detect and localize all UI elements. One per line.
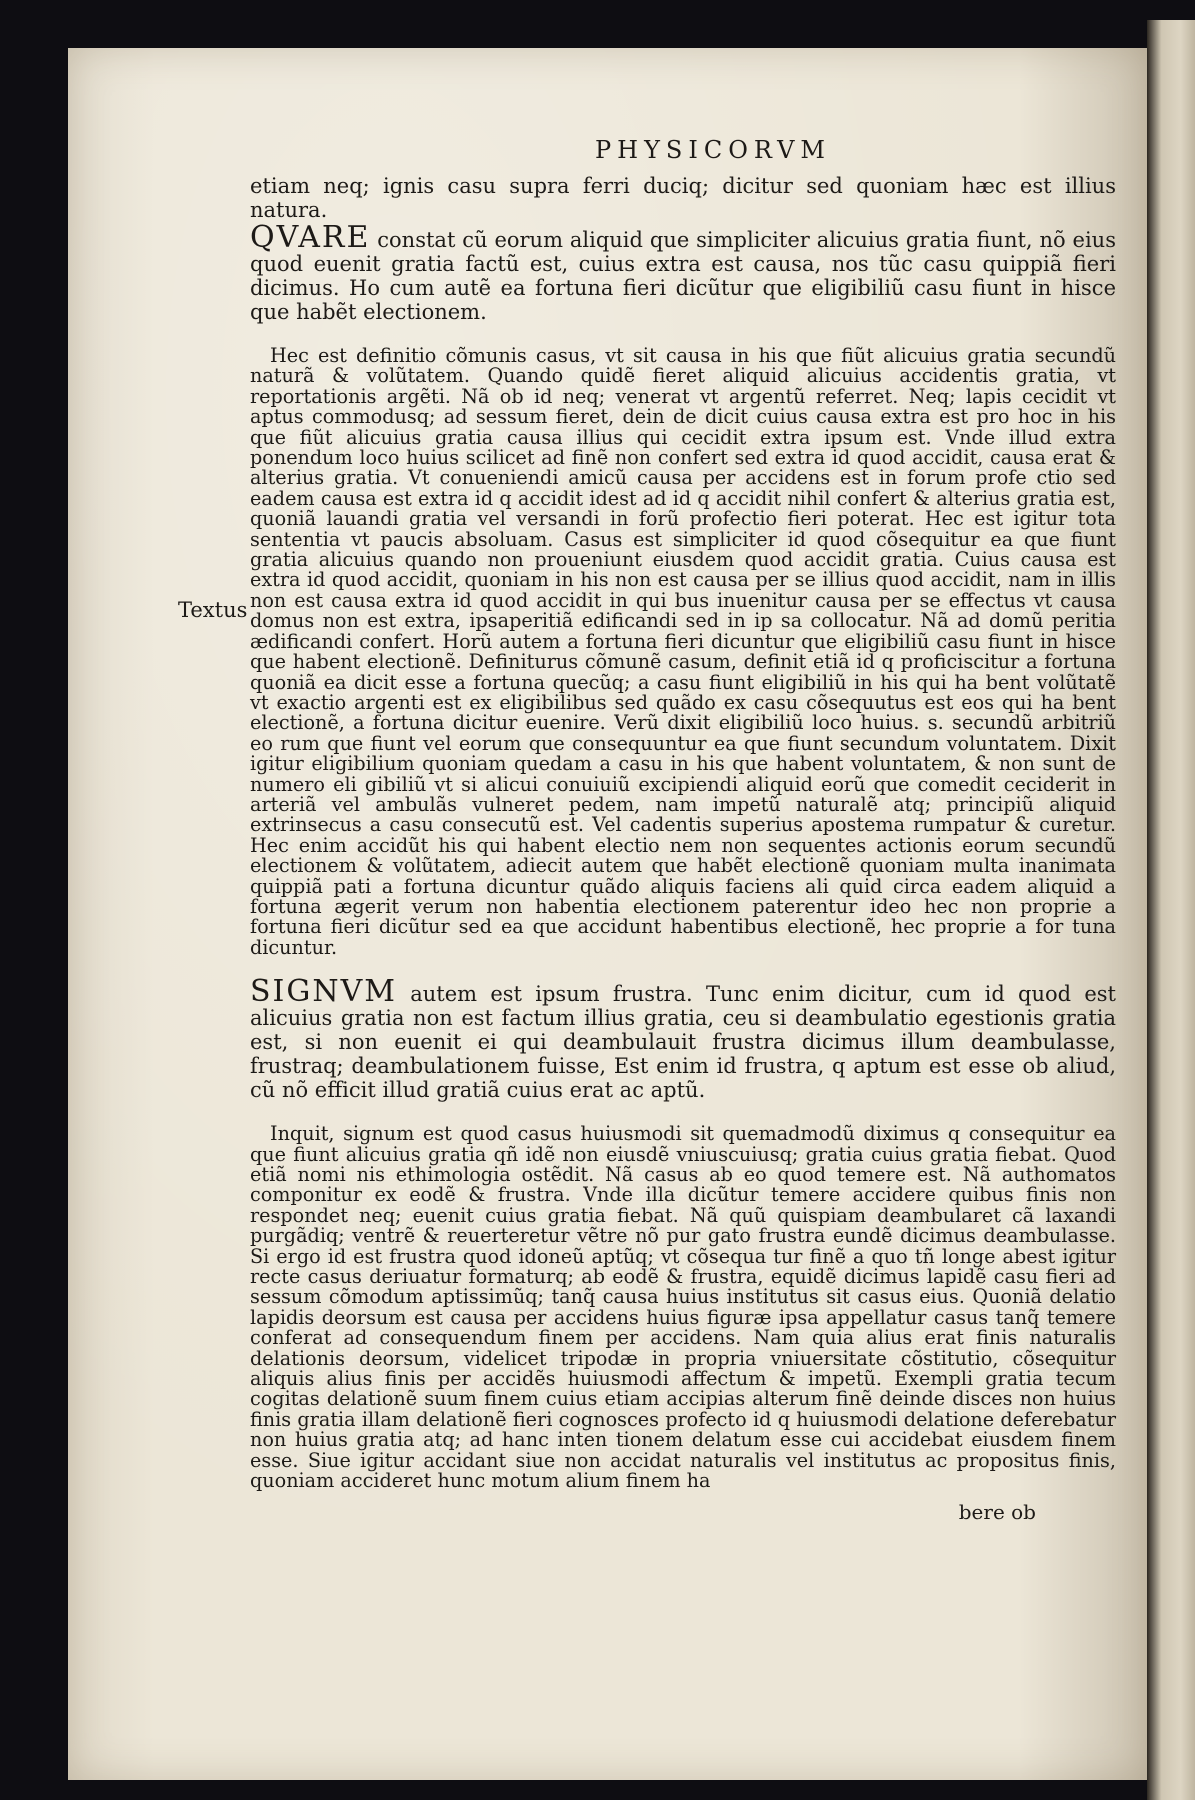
lemma-quare [250,220,1116,324]
catchword: bere ob [958,1499,1036,1524]
lemma-lead-word: QVARE [250,220,371,255]
lemma-text: autem est ipsum frustra. Tunc enim dicitur, cum id quod est alicuius gratia non est factum illius gratia, ceu si deambulatio egestionis gratia est, si non euenit ei qui deambulauit frustra dicimus illum deambulasse, frustraq; deambulationem fuisse, Est enim id frustra, q aptum est esse ob aliud, cũ nõ efficit illud gratiã cuius erat ac aptũ. [250,982,1116,1103]
lemma-text: constat cũ eorum aliquid que simpliciter alicuius gratia fiunt, nõ eius quod euenit gratia factũ est, cuius extra est causa, nos tũc casu quippiã fieri dicimus. Ho cum autẽ ea fortuna fieri dicũtur que eligibiliũ casu fiunt in hisce que habẽt electionem. [250,228,1116,324]
facing-page-edge [1147,20,1195,1800]
commentary-paragraph: Hec est definitio cõmunis casus, vt sit causa in his que fiũt alicuius gratia secundũ naturã & volũtatem. Quando quidẽ fieret aliquid alicuius accidentis gratia, vt reportationis argẽti. Nã ob id neq; venerat vt argentũ referret. Neq; lapis cecidit vt aptus commodusq; ad sessum fieret, dein de dicit cuius causa extra est pro hoc in his que fiũt alicuius gratia causa illius qui cecidit extra ipsum est. Vnde illud extra ponendum loco huius scilicet ad finẽ non confert sed extra id quod accidit, causa erat & alterius gratia. Vt conueniendi amicũ causa per accidens est in forum profe ctio sed eadem causa est extra id q accidit idest ad id q accidit nihil confert & alterius gratia est, quoniã lauandi gratia vel versandi in forũ profectio fieri poterat. Hec est igitur tota sententia vt paucis absoluam. Casus est simpliciter id quod cõsequitur ea que fiunt gratia alicuius quando non proueniunt eiusdem quod accidit gratia. Cuius causa est extra id quod accidit, quoniam in his non est causa per se illius quod accidit, nam in illis non est causa extra id quod accidit in qui bus inuenitur causa per se effectus vt causa domus non est extra, ipsaperitiã edificandi sed in ip sa collocatur. Nã ad domũ peritia ædificandi confert. Horũ autem a fortuna fieri dicuntur que eligibiliũ casu fiunt in hisce que habent electionẽ. Definiturus cõmunẽ casum, definit etiã id q proficiscitur a fortuna quoniã ea dicit esse a fortuna quecũq; a casu fiunt eligibiliũ in his qui ha bent volũtatẽ vt exactio argenti est ex eligibilibus sed quãdo ex casu cõsequutus est eos qui ha bent electionẽ, a fortuna dicitur euenire. Verũ dixit eligibiliũ loco huius. s. secundũ arbitriũ eo rum que fiunt vel eorum que consequuntur ea que fiunt secundum voluntatem. Dixit igitur eligibilium quoniam quedam a casu in his que habent voluntatem, & non sunt de numero eli gibiliũ vt si alicui conuiuiũ excipiendi aliquid eorũ que comedit ceciderit in arteriã vel ambulãs vulneret pedem, nam impetũ naturalẽ atq; principiũ aliquid extrinsecus a casu consecutũ est. Vel cadentis superius apostema rumpatur & curetur. Hec enim accidũt his qui habent electio nem non sequentes actionis eorum secundũ electionem & volũtatem, adiecit autem que habẽt electionẽ quoniam multa inanimata quippiã pati a fortuna dicuntur quãdo aliquis faciens ali quid circa eadem aliquid a fortuna ægerit verum non habentia electionem paterentur ideo hec non proprie a fortuna fieri dicũtur sed ea que accidunt habentibus electionẽ, hec proprie a for tuna dicuntur. [250,344,1116,959]
margin-note: Textus [178,598,248,622]
running-head: PHYSICORVM [594,136,831,164]
commentary-paragraph: Inquit, signum est quod casus huiusmodi sit quemadmodũ diximus q consequitur ea que fiunt alicuius gratia qñ idẽ non eiusdẽ vniuscuiusq; gratia cuius gratia fiebat. Quod etiã nomi nis ethimologia ostẽdit. Nã casus ab eo quod temere est. Nã authomatos componitur ex eodẽ & frustra. Vnde illa dicũtur temere accidere quibus finis non respondet neq; euenit cuius gratia fiebat. Nã quũ quispiam deambularet cã laxandi purgãdiq; ventrẽ & reuerteretur vẽtre nõ pur gato frustra eundẽ dicimus deambulasse. Si ergo id est frustra quod idoneũ aptũq; vt cõsequa tur finẽ a quo tñ longe abest igitur recte casus deriuatur formaturq; ab eodẽ & frustra, equidẽ dicimus lapidẽ casu fieri ad sessum cõmodum aptissimũq; tanq̃ causa huius institutus sit casus eius. Quoniã delatio lapidis deorsum est causa per accidens huius figuræ ipsa appellatur casus tanq̃ temere conferat ad consequendum finem per accidens. Nam quia alius erat finis naturalis delationis deorsum, videlicet tripodæ in propria vniuersitate cõstitutio, cõsequitur aliquis alius finis per accidẽs huiusmodi affectum & impetũ. Exempli gratia tecum cogitas delationẽ suum finem cuius etiam accipias alterum finẽ deinde disces non huius finis gratia illam delationẽ fieri cognosces profecto id q huiusmodi delatione deferebatur non huius gratia atq; ad hanc inten tionem delatum esse cui accidebat eiusdem finem esse. Siue igitur accidant siue non accidat naturalis vel institutus ac propositus finis, quoniam accideret hunc motum alium finem ha [250,1122,1116,1493]
lemma-lead-word: SIGNVM [250,974,397,1010]
page-content [250,136,1116,1524]
lemma-signum [250,974,1116,1103]
opening-line: etiam neq; ignis casu supra ferri duciq; dicitur sed quoniam hæc est illius natura. [250,174,1116,222]
